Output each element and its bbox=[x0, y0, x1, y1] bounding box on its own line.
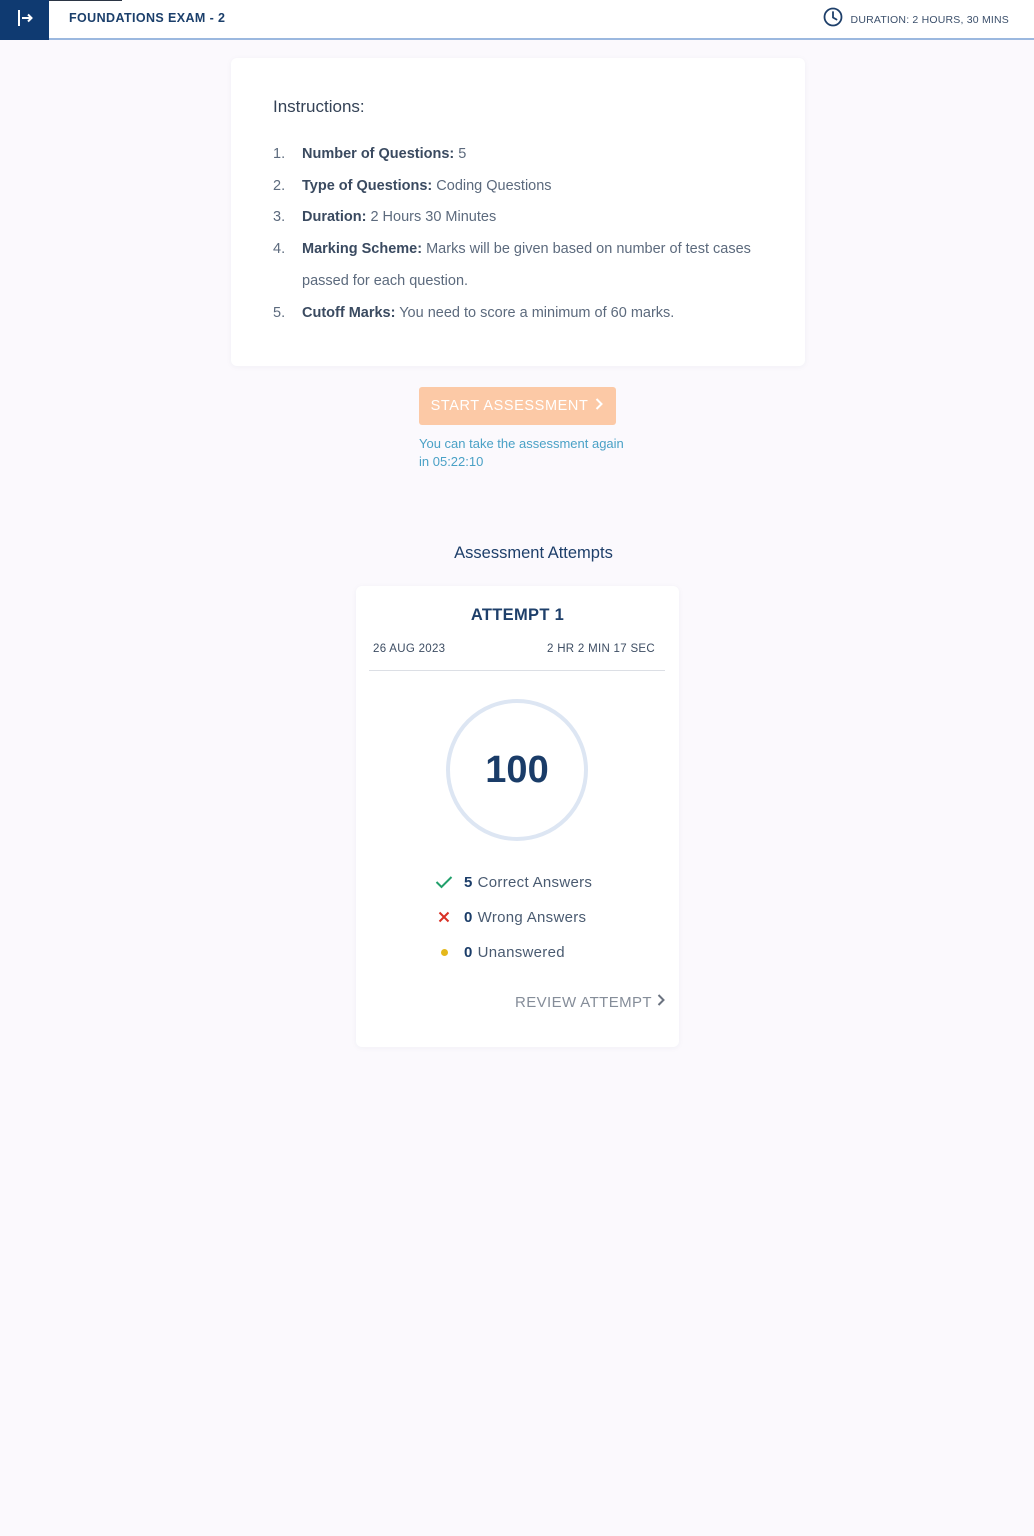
review-attempt-link[interactable] bbox=[515, 993, 666, 1011]
retake-countdown-note: You can take the assessment again in 05:22:10 bbox=[419, 436, 624, 469]
instruction-item bbox=[273, 298, 773, 330]
duration-info bbox=[823, 7, 1009, 32]
clock-icon bbox=[823, 7, 843, 32]
wrong-label: Wrong Answers bbox=[477, 908, 587, 926]
wrong-count: 0 bbox=[464, 908, 473, 926]
instruction-item bbox=[273, 234, 773, 297]
exit-button[interactable] bbox=[0, 0, 49, 40]
instruction-item bbox=[273, 139, 773, 171]
instruction-text: 5 bbox=[454, 146, 467, 162]
instructions-list bbox=[273, 139, 773, 329]
instructions-title: Instructions: bbox=[273, 97, 365, 116]
exit-arrow-icon bbox=[16, 9, 34, 32]
instruction-number: 4. bbox=[273, 241, 286, 258]
instructions-card bbox=[231, 58, 805, 366]
instruction-number: 2. bbox=[273, 177, 286, 194]
duration-text: DURATION: 2 HOURS, 30 MINS bbox=[850, 13, 1009, 26]
instruction-number: 1. bbox=[273, 146, 286, 162]
chevron-right-icon bbox=[656, 993, 666, 1011]
wrong-answers-row bbox=[434, 907, 586, 927]
unanswered-label: Unanswered bbox=[477, 943, 565, 961]
instruction-number: 3. bbox=[273, 209, 286, 226]
divider bbox=[369, 670, 665, 671]
check-icon bbox=[434, 872, 454, 892]
instruction-item bbox=[273, 202, 773, 234]
instruction-text: 2 Hours 30 Minutes bbox=[366, 209, 497, 226]
start-assessment-button[interactable] bbox=[419, 387, 616, 425]
score-value: 100 bbox=[485, 748, 549, 791]
unanswered-row bbox=[434, 942, 565, 962]
attempt-time-taken: 2 HR 2 MIN 17 SEC bbox=[547, 643, 655, 655]
attempt-title: ATTEMPT 1 bbox=[470, 606, 565, 624]
instruction-label: Cutoff Marks: bbox=[302, 304, 396, 321]
instruction-number: 5. bbox=[273, 304, 286, 321]
review-attempt-label: REVIEW ATTEMPT bbox=[515, 993, 652, 1011]
correct-label: Correct Answers bbox=[477, 873, 593, 891]
start-assessment-label: START ASSESSMENT bbox=[430, 398, 589, 414]
cross-icon bbox=[434, 907, 454, 927]
instruction-text: Coding Questions bbox=[432, 177, 552, 194]
instruction-label: Duration: bbox=[302, 209, 367, 226]
instruction-label: Number of Questions: bbox=[302, 146, 455, 162]
unanswered-count: 0 bbox=[464, 943, 473, 961]
instruction-label: Type of Questions: bbox=[302, 177, 433, 194]
exam-title: FOUNDATIONS EXAM - 2 bbox=[69, 11, 226, 25]
attempt-date: 26 AUG 2023 bbox=[373, 643, 446, 655]
instruction-label: Marking Scheme: bbox=[302, 241, 423, 258]
correct-count: 5 bbox=[464, 873, 473, 891]
dot-icon bbox=[434, 942, 454, 962]
correct-answers-row bbox=[434, 872, 592, 892]
instruction-item bbox=[273, 171, 773, 203]
attempt-card bbox=[356, 586, 679, 1047]
score-ring bbox=[446, 699, 588, 841]
attempts-heading: Assessment Attempts bbox=[454, 544, 613, 562]
instruction-text: Marks will be given based on number of test cases passed for each question. bbox=[302, 241, 751, 289]
top-bar bbox=[0, 0, 1034, 40]
instruction-text: You need to score a minimum of 60 marks. bbox=[395, 304, 675, 321]
chevron-right-icon bbox=[594, 397, 604, 415]
